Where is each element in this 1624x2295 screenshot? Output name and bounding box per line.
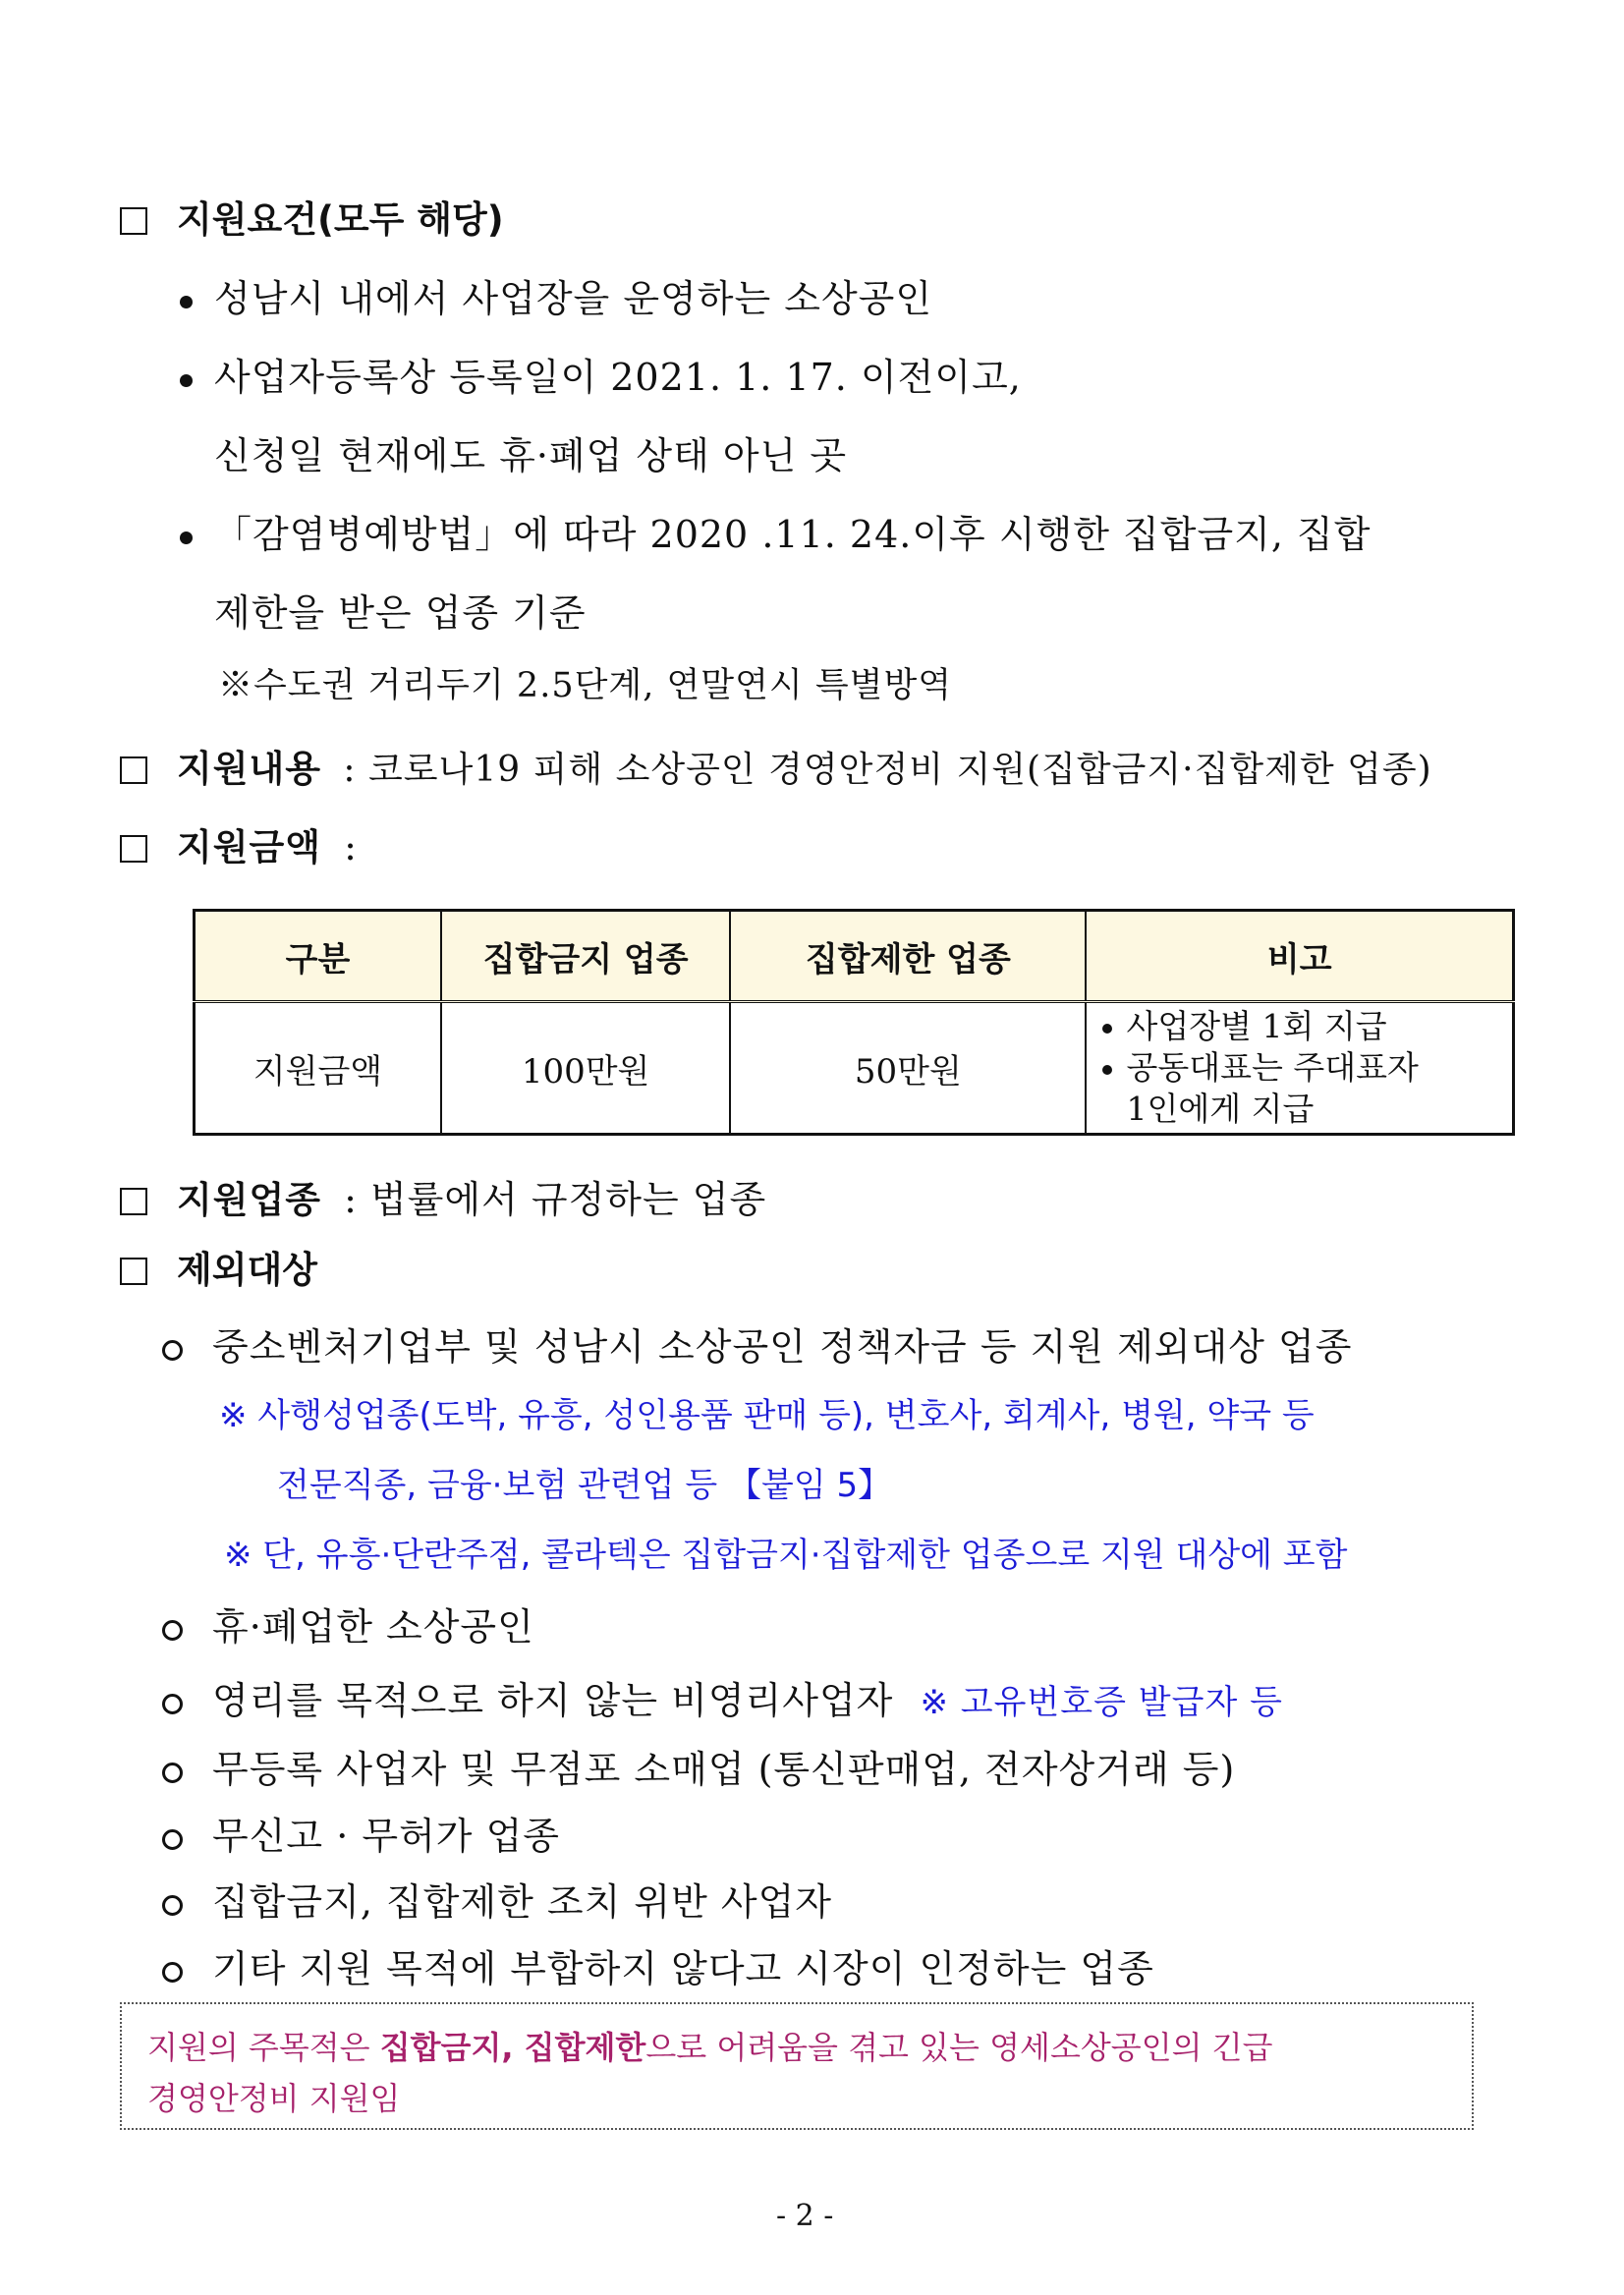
exclusion-inline-note: ※ 고유번호증 발급자 등 <box>920 1683 1283 1722</box>
section-amount <box>120 817 358 870</box>
requirement-item: 「감염병예방법」에 따라 2020 .11. 24.이후 시행한 집합금지, 집합 <box>180 504 1371 558</box>
table-cell-ban: 100만원 <box>441 1002 730 1135</box>
exclusion-note-continuation: 전문직종, 금융·보험 관련업 등 【붙임 5】 <box>277 1466 892 1505</box>
exclusion-item: 영리를 목적으로 하지 않는 비영리사업자 ※ 고유번호증 발급자 등 <box>162 1670 1283 1724</box>
purpose-line: 경영안정비 지원임 <box>147 2080 401 2117</box>
circle-bullet-icon <box>162 1620 183 1641</box>
circle-bullet-icon <box>162 1763 183 1783</box>
exclusion-item: 무신고 · 무허가 업종 <box>162 1806 560 1860</box>
table-header-row <box>195 911 1514 1002</box>
section-industry <box>120 1169 766 1223</box>
exclusion-note: ※ 단, 유흥·단란주점, 콜라텍은 집합금지·집합제한 업종으로 지원 대상에 포함 <box>224 1536 1348 1575</box>
section-title: 제외대상 <box>177 1249 317 1291</box>
exclusion-item: 무등록 사업자 및 무점포 소매업 (통신판매업, 전자상거래 등) <box>162 1739 1235 1793</box>
checkbox-square-icon <box>120 207 147 235</box>
circle-bullet-icon <box>162 1895 183 1916</box>
circle-bullet-icon <box>162 1340 183 1361</box>
exclusion-item: 중소벤처기업부 및 성남시 소상공인 정책자금 등 지원 제외대상 업종 <box>162 1316 1352 1371</box>
bullet-icon <box>1102 1065 1112 1075</box>
section-requirements <box>120 190 504 243</box>
table-header: 비고 <box>1086 911 1513 1002</box>
requirement-item: 사업자등록상 등록일이 2021. 1. 17. 이전이고, <box>180 347 1022 401</box>
table-cell-notes <box>1086 1002 1513 1135</box>
section-colon: : <box>344 825 358 868</box>
exclusion-note: ※ 사행성업종(도박, 유흥, 성인용품 판매 등), 변호사, 회계사, 병원, 약국 등 <box>219 1396 1315 1435</box>
section-content <box>120 739 1432 792</box>
table-header: 집합제한 업종 <box>730 911 1086 1002</box>
requirement-item-continuation: 제한을 받은 업종 기준 <box>214 591 587 635</box>
purpose-line: 지원의 주목적은 집합금지, 집합제한으로 어려움을 겪고 있는 영세소상공인의 긴급 <box>147 2029 1273 2066</box>
bullet-icon <box>1102 1024 1112 1034</box>
circle-bullet-icon <box>162 1962 183 1983</box>
bullet-icon <box>180 532 193 544</box>
note-line: 1인에게 지급 <box>1126 1090 1315 1128</box>
requirement-item: 성남시 내에서 사업장을 운영하는 소상공인 <box>180 268 932 322</box>
checkbox-square-icon <box>120 835 147 863</box>
exclusion-item: 집합금지, 집합제한 조치 위반 사업자 <box>162 1872 832 1926</box>
checkbox-square-icon <box>120 756 147 784</box>
section-title: 지원금액 <box>177 826 321 868</box>
exclusion-item: 휴·폐업한 소상공인 <box>162 1596 534 1651</box>
note-line: 공동대표는 주대표자 <box>1102 1047 1511 1089</box>
note-line: 사업장별 1회 지급 <box>1102 1006 1511 1047</box>
table-header: 집합금지 업종 <box>441 911 730 1002</box>
section-exclusions <box>120 1240 317 1293</box>
section-text: : 법률에서 규정하는 업종 <box>344 1178 767 1221</box>
requirement-item-continuation: 신청일 현재에도 휴·폐업 상태 아닌 곳 <box>214 434 848 477</box>
purpose-box <box>120 2002 1474 2130</box>
exclusion-item: 기타 지원 목적에 부합하지 않다고 시장이 인정하는 업종 <box>162 1938 1154 1992</box>
section-title: 지원업종 <box>177 1179 321 1221</box>
checkbox-square-icon <box>120 1258 147 1285</box>
circle-bullet-icon <box>162 1829 183 1850</box>
page-number: - 2 - <box>776 2199 834 2233</box>
table-cell-restrict: 50만원 <box>730 1002 1086 1135</box>
checkbox-square-icon <box>120 1188 147 1215</box>
bullet-icon <box>180 296 193 308</box>
requirement-note: ※수도권 거리두기 2.5단계, 연말연시 특별방역 <box>218 666 953 705</box>
bullet-icon <box>180 374 193 387</box>
section-title: 지원내용 <box>177 748 321 790</box>
circle-bullet-icon <box>162 1694 183 1714</box>
table-cell-label: 지원금액 <box>195 1002 441 1135</box>
amount-table <box>193 909 1515 1136</box>
table-header: 구분 <box>195 911 441 1002</box>
table-row <box>195 1002 1514 1135</box>
section-text: : 코로나19 피해 소상공인 경영안정비 지원(집합금지·집합제한 업종) <box>343 750 1432 790</box>
purpose-emphasis: 집합금지, 집합제한 <box>379 2029 646 2066</box>
section-title: 지원요건(모두 해당) <box>177 198 504 241</box>
